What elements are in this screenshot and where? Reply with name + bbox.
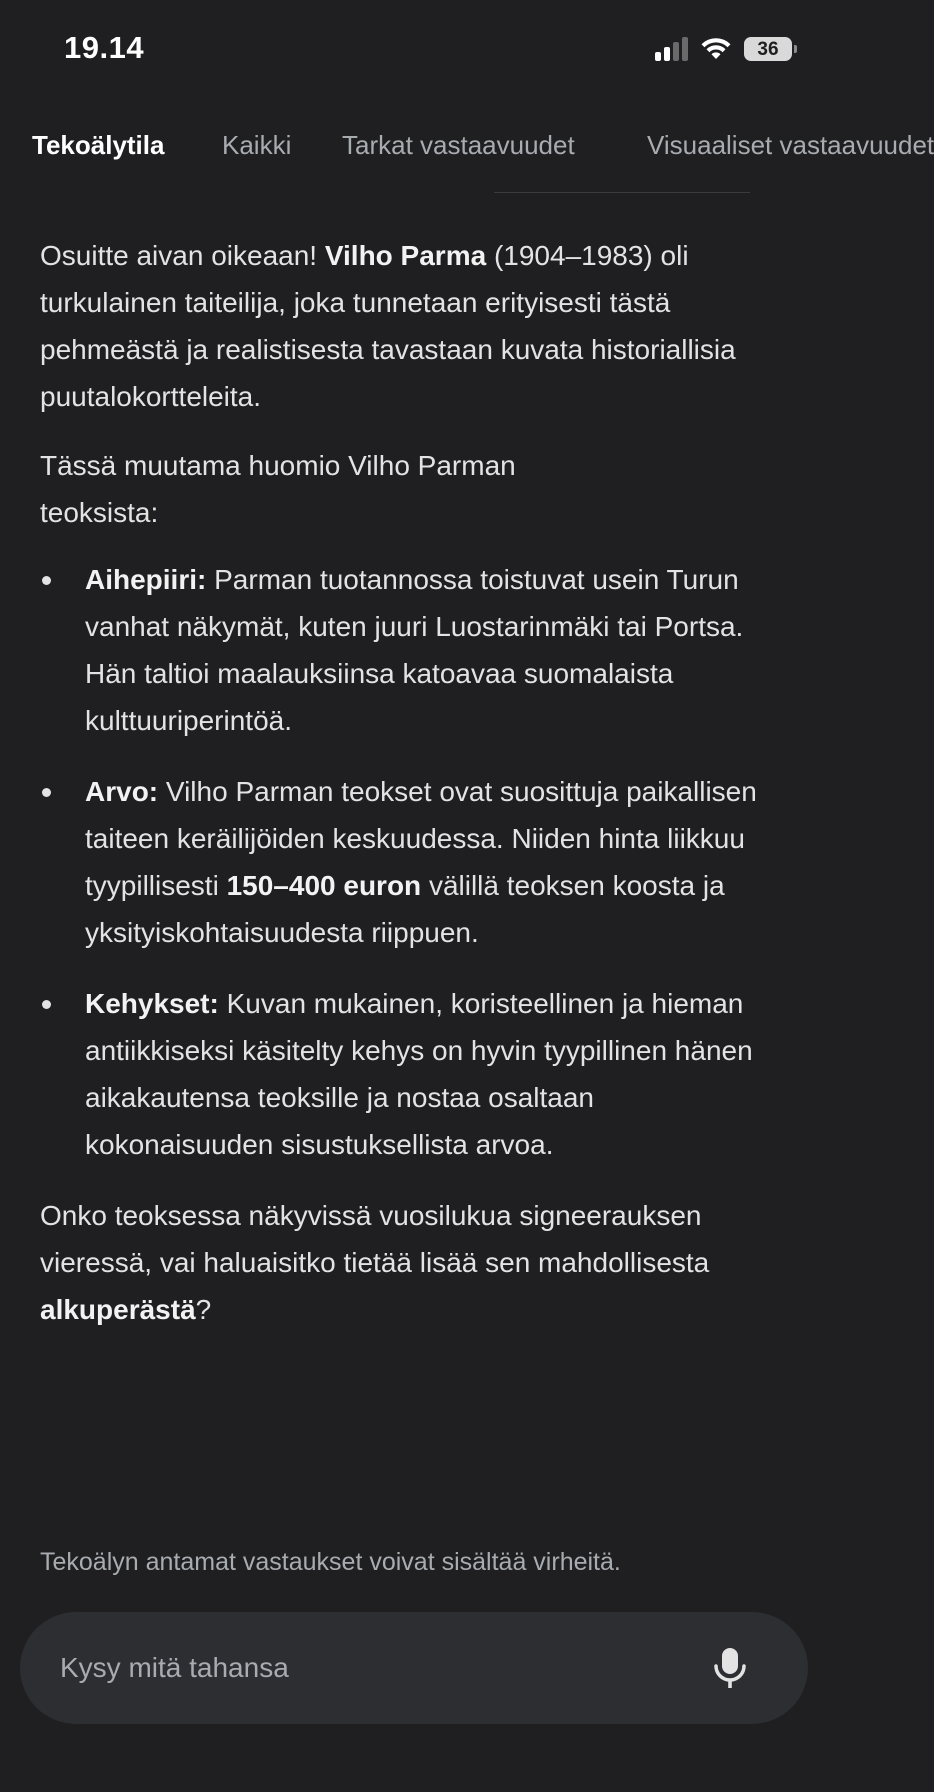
answer-lead: Tässä muutama huomio Vilho Parman teoksista: <box>40 450 516 528</box>
answer-closing: Onko teoksessa näkyvissä vuosilukua signeerauksen vieressä, vai haluaisitko tietää lisää sen mahdollisesta alkuperästä? <box>40 1200 710 1325</box>
ai-answer <box>40 232 790 1333</box>
battery-level: 36 <box>757 38 779 60</box>
ask-input[interactable] <box>20 1612 808 1724</box>
battery-icon <box>744 37 792 61</box>
microphone-icon[interactable] <box>712 1646 748 1690</box>
status-time: 19.14 <box>64 30 145 65</box>
search-tabs <box>0 120 934 190</box>
artist-name: Vilho Parma <box>324 240 487 271</box>
bullet-subject <box>40 556 790 744</box>
status-icons <box>655 34 792 64</box>
bullet-text: Parman tuotannossa toistuvat usein Turun vanhat näkymät, kuten juuri Luostarinmäki tai Portsa. Hän taltioi maalauksiinsa katoavaa suomalaista kulttuuriperintöä. <box>85 564 744 736</box>
signal-icon <box>655 37 688 61</box>
wifi-icon <box>700 37 732 61</box>
tab-all[interactable]: Kaikki <box>222 130 292 160</box>
bullet-title: Arvo: <box>85 776 159 807</box>
tab-ai-mode[interactable]: Tekoälytila <box>32 130 165 160</box>
ask-input-placeholder: Kysy mitä tahansa <box>60 1652 289 1683</box>
price-range: 150–400 euron <box>226 870 422 901</box>
bullet-title: Kehykset: <box>85 988 219 1019</box>
bullet-value: Arvo: Vilho Parman teokset ovat suosittuja paikallisen taiteen keräilijöiden keskuudessa. Niiden hinta liikkuu tyypillisesti 150–400 euron välillä teoksen koosta ja yksityiskohtaisuudesta riippuen. <box>40 768 790 956</box>
bullet-frames <box>40 980 790 1168</box>
status-bar <box>0 0 828 100</box>
tabs-divider <box>494 192 750 193</box>
tab-exact-matches[interactable]: Tarkat vastaavuudet <box>342 130 575 160</box>
tab-visual-matches[interactable]: Visuaaliset vastaavuudet <box>647 130 934 160</box>
answer-intro: Osuitte aivan oikeaan! Vilho Parma (1904–1983) oli turkulainen taiteilija, joka tunnetaan erityisesti tästä pehmeästä ja realistisesta tavastaan kuvata historiallisia puutalokortteleita. <box>40 240 736 412</box>
bullet-title: Aihepiiri: <box>85 564 207 595</box>
answer-bullet-list <box>40 556 790 1168</box>
bullet-text: Kuvan mukainen, koristeellinen ja hieman antiikkiseksi käsitelty kehys on hyvin tyypillinen hänen aikakautensa teoksille ja nostaa osaltaan kokonaisuuden sisustuksellista arvoa. <box>85 988 753 1160</box>
origin-keyword: alkuperästä <box>40 1294 196 1325</box>
ai-disclaimer: Tekoälyn antamat vastaukset voivat sisältää virheitä. <box>40 1548 621 1576</box>
